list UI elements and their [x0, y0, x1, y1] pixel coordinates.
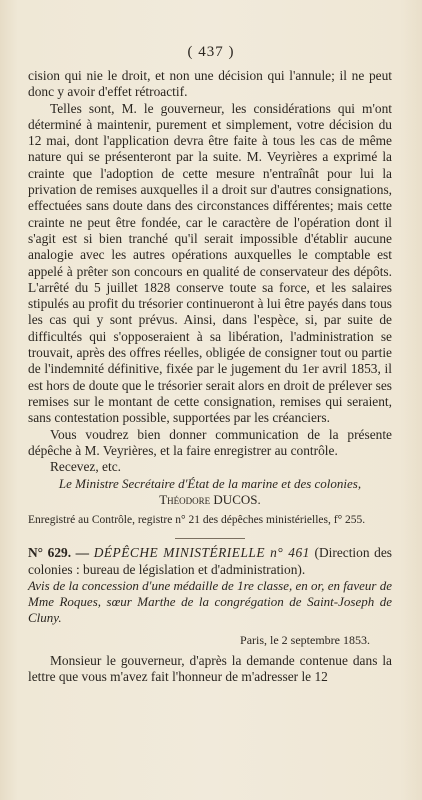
closing-formula: Recevez, etc. — [50, 459, 121, 475]
paragraph-communication: Vous voudrez bien donner communication de la présente dépêche à M. Veyrières, et la faire enregistrer au contrôle. — [28, 426, 392, 458]
registry-note: Enregistré au Contrôle, registre n° 21 des dépêches ministérielles, f° 255. — [28, 514, 366, 527]
dispatch-summary: Avis de la concession d'une médaille de 1re classe, en or, en faveur de Mme Roques, sœur Marthe de la congrégation de Saint-Joseph de Cluny. — [28, 578, 392, 626]
page-number: ( 437 ) — [187, 44, 235, 60]
paragraph-continuation: cision qui nie le droit, et non une décision qui l'annule; il ne peut donc y avoir d'effet rétroactif. — [28, 68, 392, 100]
dispatch-opening: Monsieur le gouverneur, d'après la demande contenue dans la lettre que vous m'avez fait l'honneur de m'adresser le 12 — [28, 653, 392, 685]
section-divider — [175, 538, 245, 539]
body-text — [28, 68, 392, 686]
signature-title: Le Ministre Secrétaire d'État de la marine et des colonies, — [58, 476, 362, 492]
dateline: Paris, le 2 septembre 1853. — [240, 633, 370, 648]
signature-name: Théodore DUCOS. — [159, 492, 261, 508]
heading-direction: (Direction des colonies : bureau de législation et d'administration). — [28, 545, 393, 577]
dispatch-heading — [28, 545, 392, 578]
heading-number: N° 629. — — [28, 545, 90, 561]
heading-title: DÉPÊCHE MINISTÉRIELLE n° 461 — [93, 545, 310, 561]
paragraph-considerations: Telles sont, M. le gouverneur, les considérations qui m'ont déterminé à maintenir, purement et simplement, votre décision du 12 mai, dont l'application devra être faite à tous les cas de même nature qui se présenteront par la suite. M. Veyrières a exprimé la crainte que l'adoption de cette mesure n'entraînât pour lui la privation de remises auxquelles il a droit sur d'autres consignations, effectuées sans doute dans des circonstances différentes; mais cette crainte ne peut être fondée, car le caractère de l'opération dont il s'agit est si bien tranché qu'il serait impossible d'établir aucune analogie avec les autres opérations auxquelles le comptable est appelé à prêter son concours en qualité de conservateur des dépôts. L'arrêté du 5 juillet 1828 conserve toute sa force, et les salaires stipulés au profit du trésorier continueront à lui être payés dans tous les cas qui y sont prévus. Ainsi, dans l'espèce, si, par suite de difficultés qui s'opposeraient à sa libération, l'administration se trouvait, après des offres réelles, obligée de consigner tout ou partie de l'indemnité définitive, fixée par le jugement du 1er avril 1853, il est hors de doute que le trésorier serait alors en droit de prélever ses remises sur le montant de cette consignation, remises qui seraient, sans contestation possible, supportées par les créanciers. — [28, 100, 392, 426]
